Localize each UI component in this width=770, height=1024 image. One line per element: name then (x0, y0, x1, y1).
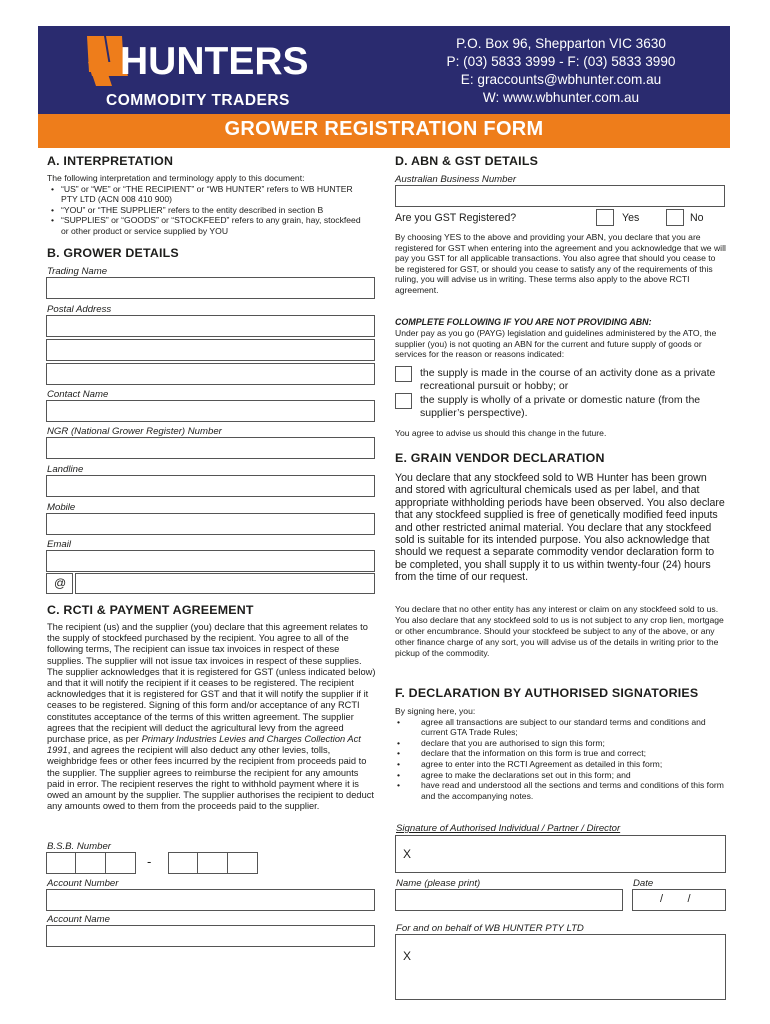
declaration-body (395, 706, 727, 801)
signature-field[interactable] (395, 835, 726, 873)
email-line[interactable]: E: graccounts@wbhunter.com.au (460, 72, 662, 87)
bsb-digit[interactable] (76, 852, 106, 874)
behalf-label: For and on behalf of WB HUNTER PTY LTD (396, 923, 584, 934)
abn-label: Australian Business Number (395, 174, 517, 185)
hobby-checkbox[interactable] (395, 366, 412, 382)
postal-address-field-1[interactable] (46, 315, 375, 337)
list-item: • declare that you are authorised to sign this form; (395, 738, 727, 749)
bsb-digit[interactable] (168, 852, 198, 874)
web-line[interactable]: W: www.wbhunter.com.au (482, 90, 640, 105)
at-sign: @ (54, 576, 67, 590)
form-title: GROWER REGISTRATION FORM (224, 118, 544, 140)
ngr-label: NGR (National Grower Register) Number (47, 426, 222, 437)
account-name-label: Account Name (47, 914, 110, 925)
mobile-field[interactable] (46, 513, 375, 535)
account-number-field[interactable] (46, 889, 375, 911)
behalf-signature-x: X (403, 949, 412, 963)
section-b-heading: B. GROWER DETAILS (47, 246, 179, 260)
contact-block (396, 35, 726, 107)
list-item: • agree to make the declarations set out in this form; and (395, 770, 727, 781)
bsb-label: B.S.B. Number (47, 841, 111, 852)
print-name-label: Name (please print) (396, 878, 481, 889)
address-line: P.O. Box 96, Shepparton VIC 3630 (456, 36, 666, 51)
section-c-body (47, 622, 377, 812)
ngr-field[interactable] (46, 437, 375, 459)
payg-text: Under pay as you go (PAYG) legislation and guidelines administered by the ATO, the supplier (you) is not quoting an ABN for the current and future supply of goods or services for the reason or reasons indicated: (395, 328, 717, 360)
hunters-logo (84, 34, 334, 108)
private-label: the supply is wholly of a private or domestic nature (from the supplier’s perspective). (420, 394, 701, 419)
postal-address-field-3[interactable] (46, 363, 375, 385)
bsb-boxes-2[interactable] (168, 852, 258, 874)
bsb-digit[interactable] (46, 852, 76, 874)
advise-text: You agree to advise us should this change in the future. (395, 428, 607, 438)
private-checkbox[interactable] (395, 393, 412, 409)
print-name-field[interactable] (395, 889, 623, 911)
behalf-signature-field[interactable] (395, 934, 726, 1000)
gst-no-label: No (690, 212, 704, 224)
rcti-text: The recipient (us) and the supplier (you) declare that this agreement relates to the supply of stockfeed purchased by the recipient. You agree to all of the following terms, The recipient can issue tax invoices in respect of these supplies. The supplier will not issue tax invoices in respect of these supplies. The supplier acknowledges that it is registered for GST (unless indicated below) and that it will notify the recipient if it ceases to be registered. The recipient acknowledges that it is registered for GST and that it will notify the supplier if it ceases to be registered. Signing of this form and/or acceptance of any RCTI constitutes acceptance of the terms of this written agreement. The supplier agrees that the recipient will deduct the agricultural levy from the agreed purchase price, as per (47, 622, 376, 745)
landline-label: Landline (47, 464, 84, 475)
gst-para: By choosing YES to the above and providing your ABN, you declare that you are registered for GST when entering into the agreement and you acknowledge that we will pay you GST for all applicable transactions. You also agree that should you cease to be registered for GST, or should you cease to satisfy any of the requirements of this ruling, you will advise us in writing. These terms also apply to the above RCTI agreement. (395, 232, 726, 295)
list-item: • have read and understood all the sections and terms and conditions of this form and the accompanying notes. (395, 780, 727, 801)
phone-line: P: (03) 5833 3999 - F: (03) 5833 3990 (446, 54, 676, 69)
bsb-digit[interactable] (228, 852, 258, 874)
email-field-2[interactable] (75, 573, 375, 594)
gst-yes-label: Yes (622, 212, 640, 224)
bsb-digit[interactable] (198, 852, 228, 874)
act-name: Primary Industries Levies and Charges Collection Act 1991 (47, 734, 361, 756)
trading-name-label: Trading Name (47, 266, 108, 277)
mobile-label: Mobile (47, 502, 76, 513)
section-e-heading: E. GRAIN VENDOR DECLARATION (395, 451, 605, 465)
account-number-label: Account Number (47, 878, 119, 889)
hobby-label: the supply is made in the course of an activity done as a private recreational pursuit or hobby; or (420, 367, 716, 392)
email-label: Email (47, 539, 71, 550)
list-item: • “YOU” or “THE SUPPLIER” refers to the entity described in section B (49, 205, 367, 216)
abn-field[interactable] (395, 185, 725, 207)
section-a-heading: A. INTERPRETATION (47, 154, 174, 168)
section-a-intro: The following interpretation and terminology apply to this document: (47, 173, 305, 183)
encumbrance-text: You declare that no other entity has any interest or claim on any stockfeed sold to us. You also declare that any stockfeed sold to us is not subject to any crop lien, mortgage or other encumbrance. Should your stockfeed be subject to any of the above, or any other finance charge of any sort, you will advise us of the details in writing prior to the pickup of the commodity. (395, 604, 724, 658)
email-field-1[interactable] (46, 550, 375, 572)
trading-name-field[interactable] (46, 277, 375, 299)
list-item: • agree to enter into the RCTI Agreement as detailed in this form; (395, 759, 727, 770)
signature-x: X (403, 847, 412, 861)
svg-text:COMMODITY TRADERS: COMMODITY TRADERS (106, 92, 290, 108)
postal-address-field-2[interactable] (46, 339, 375, 361)
list-item: • “US” or “WE” or “THE RECIPIENT” or “WB HUNTER” refers to WB HUNTER PTY LTD (ACN 008 410 900) (49, 184, 367, 205)
signature-label: Signature of Authorised Individual / Partner / Director (396, 823, 621, 834)
bsb-dash: - (147, 854, 152, 869)
postal-address-label: Postal Address (47, 304, 112, 315)
contact-name-label: Contact Name (47, 389, 109, 400)
list-item: • agree all transactions are subject to our standard terms and conditions and current GTA Trade Rules; (395, 717, 727, 738)
contact-name-field[interactable] (46, 400, 375, 422)
bsb-boxes-1[interactable] (46, 852, 136, 874)
account-name-field[interactable] (46, 925, 375, 947)
date-label: Date (633, 878, 654, 889)
gst-question: Are you GST Registered? (395, 212, 517, 224)
gst-yes-checkbox[interactable] (596, 209, 614, 226)
bsb-digit[interactable] (106, 852, 136, 874)
section-f-heading: F. DECLARATION BY AUTHORISED SIGNATORIES (395, 686, 699, 700)
section-a-body (47, 173, 367, 237)
list-item: • “SUPPLIES” or “GOODS” or “STOCKFEED” refers to any grain, hay, stockfeed or other product or service supplied by YOU (49, 215, 367, 236)
declaration-intro: By signing here, you: (395, 706, 476, 716)
section-c-heading: C. RCTI & PAYMENT AGREEMENT (47, 603, 254, 617)
date-separators: / / (660, 893, 691, 905)
landline-field[interactable] (46, 475, 375, 497)
no-abn-heading: COMPLETE FOLLOWING IF YOU ARE NOT PROVIDING ABN: (395, 317, 652, 327)
rcti-text-rest: , and agrees the recipient will also deduct any other levies, tolls, weighbridge fees or other fees incurred by the recipient from proceeds paid to the supplier. The supplier agrees to reimburse the recipient for any amounts paid in error. The recipient reserves the right to withhold payment where it is owed an amount by the supplier. The supplier authorises the recipient to deduct any amounts owed to them from the proceeds paid to the supplier. (47, 745, 374, 812)
list-item: • declare that the information on this form is true and correct; (395, 748, 727, 759)
gst-no-checkbox[interactable] (666, 209, 684, 226)
svg-text:HUNTERS: HUNTERS (120, 40, 309, 83)
vendor-declaration: You declare that any stockfeed sold to WB Hunter has been grown and stored with agricultural chemicals used as per label, and that appropriate withholding periods have been observed. You also declare that any stockfeed supplied is free of genetically modified feed inputs and other restricted animal material. You declare that any stockfeed sold is suitable for its intended purpose. You also acknowledge that should we request a separate commodity vendor declaration form to be completed, you shall supply it to us within twenty-four (24) hours from the time of our request. (395, 472, 725, 584)
section-d-heading: D. ABN & GST DETAILS (395, 154, 539, 168)
